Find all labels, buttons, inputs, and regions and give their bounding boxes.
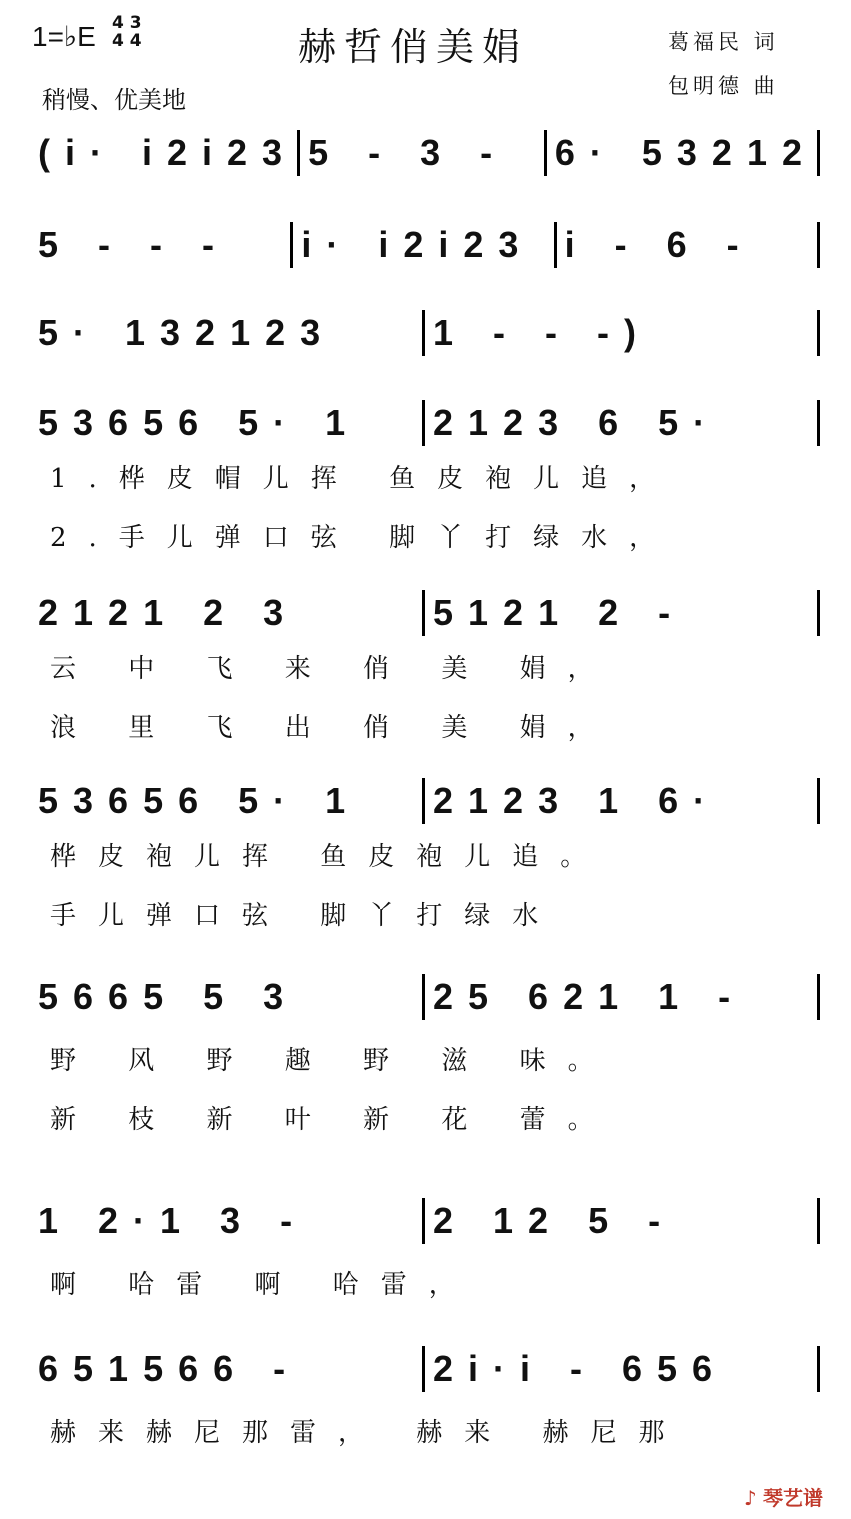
lyric-line-1: 云 中 飞 来 俏 美 娟， <box>50 654 616 684</box>
barline <box>817 400 820 446</box>
notes-line <box>30 398 820 448</box>
lyric-line-2: 2.手儿弹口弦 脚丫打绿水， <box>50 523 678 553</box>
measure: 2i·i - 656 <box>433 1348 728 1389</box>
notes-line <box>30 1196 820 1246</box>
measure: 1 2·1 3 - <box>38 1200 308 1241</box>
lyric-line-1: 1.桦皮帽儿挥 鱼皮袍儿追， <box>50 464 678 494</box>
measure: 2123 1 6· <box>433 780 721 821</box>
intro-section <box>30 128 820 178</box>
lyricist-credit: 葛福民 词 <box>668 30 779 54</box>
system-6 <box>30 1344 820 1449</box>
lyric-line-2: 手儿弹口弦 脚丫打绿水 <box>50 901 561 931</box>
measure: 53656 5· 1 <box>38 402 361 443</box>
measure: 25 621 1 - <box>433 976 746 1017</box>
brand-watermark <box>744 1482 823 1511</box>
tempo-marking: 稍慢、优美地 <box>42 86 186 114</box>
logo-icon: ♪ <box>743 1486 757 1510</box>
system-5 <box>30 1196 820 1301</box>
lyric-line-1: 野 风 野 趣 野 滋 味。 <box>50 1046 616 1076</box>
barline <box>817 590 820 636</box>
measure: 2123 6 5· <box>433 402 721 443</box>
notes-line <box>30 1344 820 1394</box>
measure: 2121 2 3 <box>38 592 299 633</box>
measure: 5665 5 3 <box>38 976 299 1017</box>
system-1 <box>30 398 820 554</box>
measure: 5121 2 - <box>433 592 686 633</box>
system-3 <box>30 776 820 932</box>
system-4 <box>30 972 820 1136</box>
intro-line-1 <box>30 128 820 178</box>
meter-bottom: 4 4 <box>112 31 142 51</box>
measure: 5 - 3 - <box>308 132 508 173</box>
measure: (i· i2i23 <box>38 132 298 173</box>
intro-line-2 <box>30 220 820 270</box>
lyric-line-2: 新 枝 新 叶 新 花 蕾。 <box>50 1105 616 1135</box>
measure: 2 12 5 - <box>433 1200 676 1241</box>
measure: 53656 5· 1 <box>38 780 361 821</box>
measure: 6· 53212 <box>554 132 817 173</box>
lyric-line-2: 浪 里 飞 出 俏 美 娟， <box>50 713 616 743</box>
measure: i - 6 - <box>564 224 754 265</box>
time-signature <box>112 14 142 50</box>
measure: 651566 - <box>38 1348 301 1389</box>
system-2 <box>30 588 820 744</box>
lyric-line-1: 桦皮袍儿挥 鱼皮袍儿追。 <box>50 842 609 872</box>
key-signature: 1=♭E <box>32 21 96 52</box>
intro-line-3 <box>30 308 820 358</box>
barline <box>817 778 820 824</box>
notes-line <box>30 972 820 1022</box>
measure: 1 - - -) <box>433 312 651 353</box>
intro-section-2 <box>30 220 820 270</box>
barline <box>817 310 820 356</box>
lyric-line-1: 啊 哈雷 啊 哈雷， <box>50 1270 477 1300</box>
intro-section-3 <box>30 308 820 358</box>
brand-label: 琴艺谱 <box>763 1486 823 1510</box>
lyric-line-1: 赫来赫尼那雷， 赫来 赫尼那 <box>50 1418 687 1448</box>
barline <box>817 1198 820 1244</box>
song-title: 赫哲俏美娟 <box>298 25 529 69</box>
composer-credit: 包明德 曲 <box>668 74 779 98</box>
notes-line <box>30 776 820 826</box>
measure: i· i2i23 <box>301 224 534 265</box>
measure: 5 - - - <box>38 224 229 265</box>
meter-top: 4 3 <box>112 13 142 33</box>
measure: 5· 132123 <box>38 312 336 353</box>
barline <box>817 222 820 268</box>
barline <box>817 974 820 1020</box>
notes-line <box>30 588 820 638</box>
barline <box>817 130 820 176</box>
barline <box>817 1346 820 1392</box>
